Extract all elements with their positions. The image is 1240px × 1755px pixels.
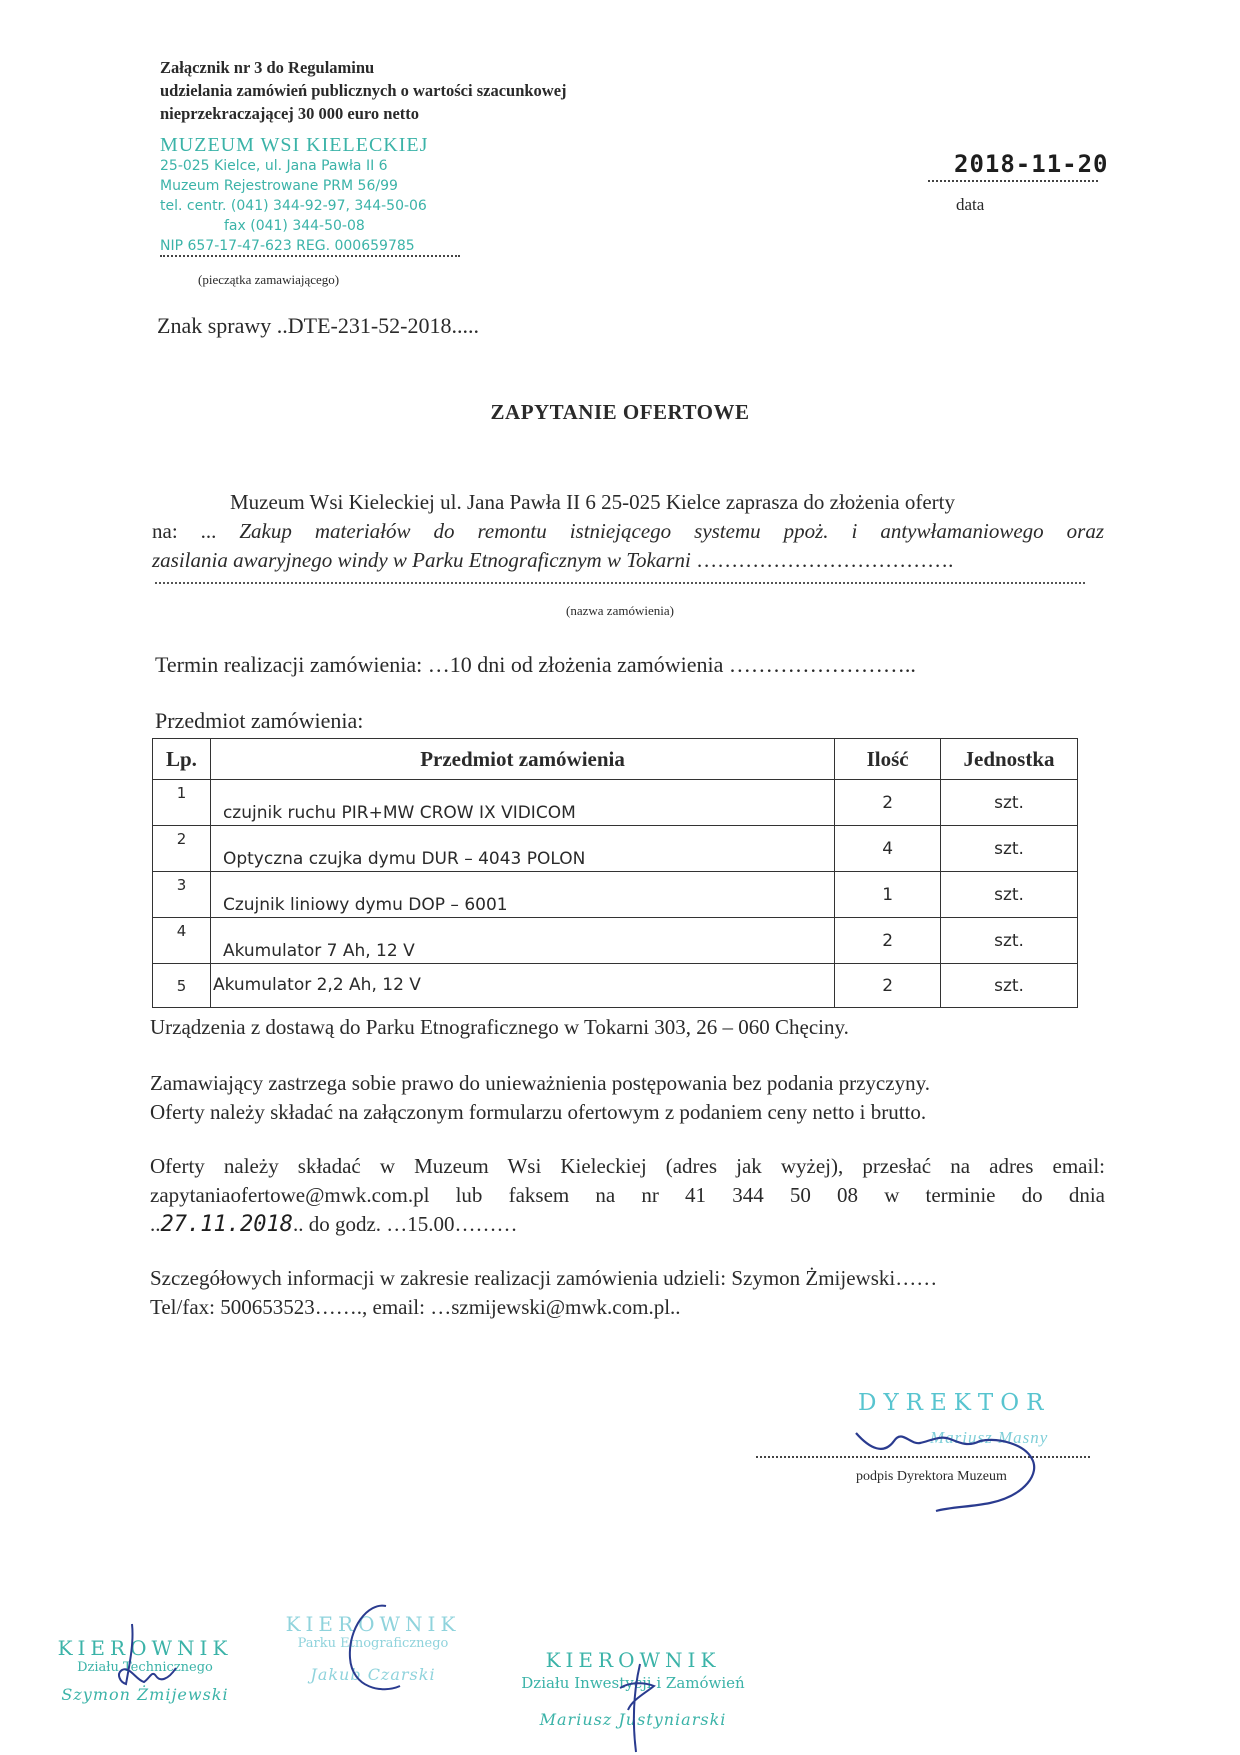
stamp-fax: fax (041) 344-50-08 [224, 218, 365, 234]
items-label: Przedmiot zamówienia: [155, 708, 364, 733]
document-title: ZAPYTANIE OFERTOWE [490, 400, 750, 424]
stamp-head: KIEROWNIK [57, 1636, 233, 1660]
col-header-qty: Ilość [835, 739, 941, 780]
deadline-date: 27.11.2018 [160, 1212, 293, 1237]
intro-line-2 [152, 517, 1104, 546]
row-unit: szt. [941, 872, 1078, 918]
col-header-unit: Jednostka [941, 739, 1078, 780]
row-name: Akumulator 2,2 Ah, 12 V [210, 964, 834, 1008]
submission-line: zapytaniaofertowe@mwk.com.pl lub faksem na nr 41 344 50 08 w terminie do dnia [150, 1183, 1105, 1207]
stamp-dept: Działu Technicznego [77, 1660, 213, 1675]
stamp-nip: NIP 657-17-47-623 REG. 000659785 [160, 238, 415, 254]
stamp-head: KIEROWNIK [545, 1648, 721, 1672]
row-name: Czujnik liniowy dymu DOP – 6001 [210, 872, 834, 918]
row-name: czujnik ruchu PIR+MW CROW IX VIDICOM [210, 780, 834, 826]
submission-paragraph [150, 1152, 1105, 1239]
stamp-dept: Parku Etnograficznego [297, 1636, 449, 1651]
order-name: Zakup materiałów do remontu istniejącego systemu ppoż. i antywłamaniowego oraz [239, 519, 1104, 543]
row-qty: 4 [835, 826, 941, 872]
row-qty: 2 [835, 918, 941, 964]
row-qty: 2 [835, 780, 941, 826]
deadline-time: .. do godz. …15.00……… [292, 1212, 518, 1236]
col-header-lp: Lp. [153, 739, 211, 780]
stamp-address: 25-025 Kielce, ul. Jana Pawła II 6 [160, 158, 388, 174]
row-lp: 4 [153, 918, 211, 964]
row-unit: szt. [941, 826, 1078, 872]
director-signature [850, 1415, 1050, 1525]
stamp-phone: tel. centr. (041) 344-92-97, 344-50-06 [160, 198, 427, 214]
col-header-name: Przedmiot zamówienia [210, 739, 834, 780]
row-unit: szt. [941, 918, 1078, 964]
table-row [153, 964, 1078, 1008]
stamp-person: Mariusz Justyniarski [539, 1710, 727, 1729]
case-number: Znak sprawy ..DTE-231-52-2018..... [157, 313, 479, 338]
signature-investments [600, 1660, 680, 1755]
stamp-person: Szymon Żmijewski [61, 1685, 229, 1704]
row-unit: szt. [941, 964, 1078, 1008]
reservation-paragraph [150, 1069, 1105, 1127]
stamp-caption: (pieczątka zamawiającego) [198, 272, 340, 287]
row-lp: 3 [153, 872, 211, 918]
signature-ethnographic-park [330, 1598, 440, 1708]
attachment-header [160, 56, 567, 125]
table-row [153, 918, 1078, 964]
director-stamp-title: DYREKTOR [858, 1390, 1051, 1416]
intro-prefix: na: ... [152, 519, 217, 543]
row-qty: 1 [835, 872, 941, 918]
items-table [152, 738, 1078, 1008]
stamp-person: Jakub Czarski [310, 1665, 436, 1684]
header-line: Załącznik nr 3 do Regulaminu [160, 58, 375, 77]
date-value: 2018-11-20 [954, 150, 1109, 178]
delivery-note: Urządzenia z dostawą do Parku Etnograficznego w Tokarni 303, 26 – 060 Chęciny. [150, 1015, 849, 1039]
intro-suffix: ………………………………. [696, 548, 954, 572]
date-dotted-line [928, 180, 1098, 182]
table-row [153, 826, 1078, 872]
row-qty: 2 [835, 964, 941, 1008]
intro-paragraph [152, 488, 1104, 575]
intro-line-3 [152, 546, 1104, 575]
stamp-head: KIEROWNIK [285, 1612, 461, 1636]
stamp-registry: Muzeum Rejestrowane PRM 56/99 [160, 178, 398, 194]
submission-line: Oferty należy składać w Muzeum Wsi Kieleckiej (adres jak wyżej), przesłać na adres email: [150, 1154, 1105, 1178]
stamp-dept: Działu Inwestycji i Zamówień [521, 1674, 745, 1692]
contact-line: Szczegółowych informacji w zakresie realizacji zamówienia udzieli: Szymon Żmijewski…… [150, 1266, 938, 1290]
reservation-line: Zamawiający zastrzega sobie prawo do unieważnienia postępowania bez podania przyczyny. [150, 1071, 930, 1095]
stamp-name: MUZEUM WSI KIELECKIEJ [160, 134, 429, 156]
institution-stamp [160, 134, 428, 256]
contact-line: Tel/fax: 500653523……., email: …szmijewski@mwk.com.pl.. [150, 1295, 681, 1319]
director-stamp-name: Mariusz Masny [930, 1428, 1049, 1447]
signature-caption: podpis Dyrektora Muzeum [856, 1469, 1007, 1484]
table-row [153, 872, 1078, 918]
row-unit: szt. [941, 780, 1078, 826]
table-header-row [153, 739, 1078, 780]
row-name: Akumulator 7 Ah, 12 V [210, 918, 834, 964]
submission-line-3: ..27.11.2018.. do godz. …15.00……… [150, 1212, 518, 1237]
header-line: udzielania zamówień publicznych o wartości szacunkowej [160, 81, 567, 100]
reservation-line: Oferty należy składać na załączonym formularzu ofertowym z podaniem ceny netto i brutto. [150, 1100, 927, 1124]
intro-line: Muzeum Wsi Kieleckiej ul. Jana Pawła II 6 25-025 Kielce zaprasza do złożenia oferty [230, 490, 955, 514]
stamp-dotted-line [160, 255, 460, 257]
order-name-caption: (nazwa zamówienia) [566, 603, 674, 618]
header-line: nieprzekraczającej 30 000 euro netto [160, 104, 420, 123]
row-lp: 1 [153, 780, 211, 826]
order-name-cont: zasilania awaryjnego windy w Parku Etnograficznym w Tokarni [152, 548, 691, 572]
completion-deadline: Termin realizacji zamówienia: …10 dni od złożenia zamówienia …………………….. [155, 652, 916, 677]
row-lp: 2 [153, 826, 211, 872]
signature-technical [90, 1622, 210, 1702]
contact-paragraph [150, 1264, 1105, 1322]
table-row [153, 780, 1078, 826]
row-name: Optyczna czujka dymu DUR – 4043 POLON [210, 826, 834, 872]
date-caption: data [956, 195, 985, 214]
order-name-dotted-line [155, 582, 1085, 584]
row-lp: 5 [153, 964, 211, 1008]
